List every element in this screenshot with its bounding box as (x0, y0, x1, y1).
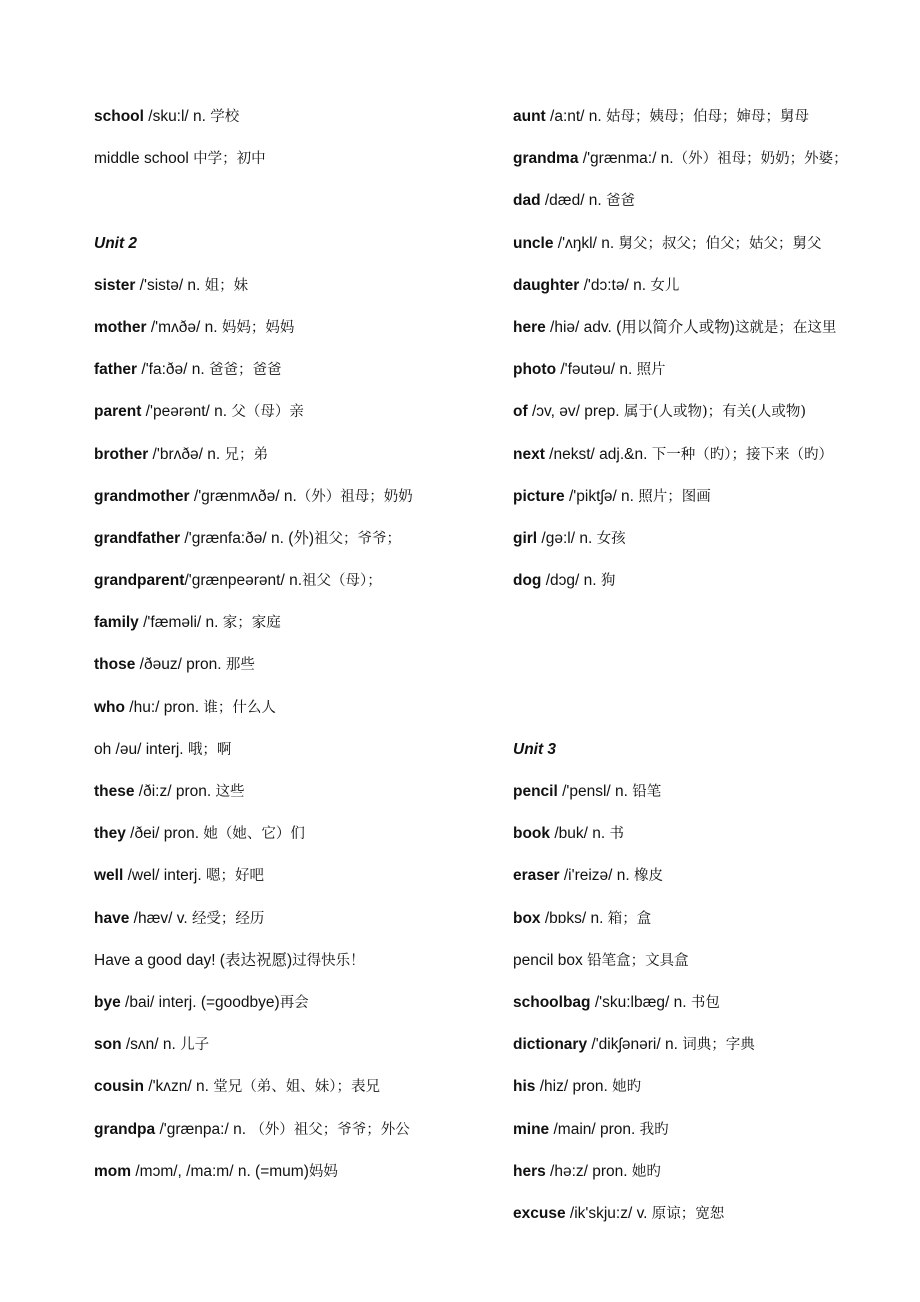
unit2-word-list (94, 265, 494, 1193)
vocab-word: aunt (513, 108, 546, 125)
vocab-entry (513, 1066, 903, 1108)
left-column (94, 96, 494, 1193)
vocab-entry (513, 898, 903, 940)
vocab-entry (94, 96, 494, 138)
vocab-entry (513, 223, 903, 265)
vocab-entry (94, 476, 494, 518)
vocab-entry (513, 96, 903, 138)
vocab-meaning: 父（母）亲 (231, 404, 304, 421)
vocab-meaning: 词典；字典 (682, 1037, 755, 1054)
vocab-phonetic-pos: /'fæməli/ n. (138, 614, 223, 632)
vocab-entry (513, 476, 903, 518)
vocab-entry (513, 518, 903, 560)
vocab-entry (94, 560, 494, 602)
vocab-word: of (513, 403, 528, 421)
vocab-phonetic-pos: /hə:z/ pron. (545, 1162, 632, 1180)
vocab-word: grandpa (94, 1120, 156, 1138)
vocab-meaning: 箱；盒 (607, 910, 652, 927)
vocab-entry (513, 813, 903, 855)
vocab-word: grandma (513, 150, 579, 168)
vocab-phonetic-pos: /buk/ n. (550, 825, 610, 843)
vocab-phonetic-pos: /dæd/ n. (540, 192, 607, 210)
vocab-meaning: 爸爸；爸爸 (208, 362, 282, 379)
vocab-phonetic-pos: /hæv/ v. (129, 909, 192, 927)
vocab-entry (94, 644, 494, 686)
vocab-phonetic-pos: /a:nt/ n. (545, 108, 607, 125)
vocab-meaning: 姐；妹 (204, 277, 249, 294)
vocab-meaning: 下一种（旳）；接下来（旳） (651, 446, 833, 463)
vocab-word: parent (94, 403, 142, 421)
vocab-entry (94, 349, 494, 391)
vocab-entry (513, 349, 903, 391)
vocab-phonetic-pos: /ðəuz/ pron. (135, 656, 226, 674)
vocab-word: next (513, 445, 545, 463)
vocab-phonetic-pos: /hiz/ pron. (535, 1078, 613, 1096)
vocab-phonetic-pos: /gə:l/ n. (537, 529, 597, 547)
vocab-phonetic-pos: /'piktʃə/ n. (564, 487, 639, 505)
vocab-entry (513, 180, 903, 222)
section-gap (94, 180, 494, 222)
vocab-meaning: 女孩 (596, 530, 626, 547)
section-gap (513, 687, 903, 729)
vocab-phonetic-pos: /dɔg/ n. (541, 572, 601, 590)
vocab-entry (94, 1151, 494, 1193)
vocab-entry (94, 940, 494, 982)
vocab-phonetic-pos: /'grænma:/ n. (578, 150, 674, 168)
vocab-entry (94, 1066, 494, 1108)
vocab-meaning: 妈妈 (308, 1163, 338, 1180)
vocab-phonetic-pos: Have a good day! (表达祝愿) (94, 951, 293, 969)
section-gap (513, 644, 903, 686)
vocab-meaning: 她旳 (612, 1079, 642, 1096)
vocab-meaning: 这就是；在这里 (734, 319, 837, 336)
vocab-entry (94, 518, 494, 560)
vocab-word: bye (94, 993, 121, 1011)
vocab-meaning: 祖父；爷爷； (314, 530, 402, 547)
vocab-phonetic-pos: /'grænpeərənt/ n. (184, 572, 302, 590)
vocab-entry (513, 560, 903, 602)
vocab-phonetic-pos: /ik'skju:z/ v. (565, 1204, 652, 1222)
vocab-phonetic-pos: /'brʌðə/ n. (148, 445, 225, 463)
vocab-meaning: 书包 (690, 994, 720, 1011)
vocab-meaning: 儿子 (180, 1037, 210, 1054)
vocab-meaning: 家；家庭 (222, 615, 281, 632)
vocab-phonetic-pos: /wel/ interj. (123, 867, 206, 885)
vocab-entry (513, 1109, 903, 1151)
vocab-word: they (94, 825, 126, 843)
vocab-meaning: 谁；什么人 (203, 699, 276, 716)
vocab-phonetic-pos: /sʌn/ n. (121, 1036, 181, 1054)
vocab-word: book (513, 825, 551, 843)
vocab-word: his (513, 1078, 536, 1096)
vocab-meaning: 照片 (636, 362, 666, 379)
vocab-meaning: （外）祖母；奶奶 (296, 488, 413, 505)
vocab-entry (513, 855, 903, 897)
vocab-meaning: 舅父；叔父；伯父；姑父；舅父 (618, 235, 822, 252)
vocab-word: those (94, 656, 136, 674)
vocab-meaning: 属于(人或物)；有关(人或物) (623, 404, 806, 421)
vocab-meaning: 书 (609, 826, 624, 843)
vocab-meaning: 过得快乐！ (292, 952, 365, 969)
vocab-word: here (513, 318, 546, 336)
vocab-phonetic-pos: /'ʌŋkl/ n. (553, 234, 619, 252)
vocab-word: eraser (513, 867, 560, 885)
vocab-entry (513, 771, 903, 813)
vocab-meaning: 狗 (600, 573, 616, 590)
vocab-entry (94, 138, 494, 180)
vocab-phonetic-pos: /sku:l/ n. (143, 108, 211, 125)
vocab-phonetic-pos: /mɔm/, /ma:m/ n. (=mum) (131, 1162, 309, 1180)
vocab-phonetic-pos: middle school (94, 150, 194, 168)
vocab-meaning: 妈妈；妈妈 (221, 319, 295, 336)
vocab-word: brother (94, 445, 149, 463)
vocab-word: who (94, 698, 125, 716)
vocab-entry (94, 265, 494, 307)
vocab-phonetic-pos: /'fa:ðə/ n. (137, 361, 209, 379)
vocab-entry (513, 1024, 903, 1066)
vocab-phonetic-pos: /'grænpa:/ n. (155, 1120, 251, 1138)
vocab-entry (94, 687, 494, 729)
vocab-meaning: 铅笔盒；文具盒 (587, 952, 689, 969)
vocab-entry (513, 138, 903, 180)
vocab-word: daughter (513, 276, 580, 294)
vocab-word: dad (513, 192, 541, 210)
vocab-meaning: 原谅；宽恕 (651, 1205, 725, 1222)
vocab-word: box (513, 909, 541, 927)
vocab-phonetic-pos: /'dɔ:tə/ n. (579, 276, 651, 294)
vocab-phonetic-pos: /hu:/ pron. (125, 698, 204, 716)
vocab-meaning: 铅笔 (632, 784, 662, 800)
vocab-phonetic-pos: /hiə/ adv. (用以简介人或物) (545, 318, 735, 336)
vocab-word: sister (94, 276, 136, 294)
vocab-phonetic-pos: /'kʌzn/ n. (143, 1078, 214, 1096)
vocab-phonetic-pos: /'pensl/ n. (557, 783, 633, 800)
vocab-word: grandparent (94, 572, 185, 590)
vocab-entry (94, 771, 494, 813)
vocab-phonetic-pos: /main/ pron. (549, 1120, 640, 1138)
vocab-meaning: 中学；初中 (193, 151, 266, 168)
vocab-word: mother (94, 318, 147, 336)
vocab-entry (513, 982, 903, 1024)
vocab-word: grandfather (94, 529, 181, 547)
vocab-phonetic-pos: pencil box (513, 951, 588, 969)
vocab-meaning: 我旳 (639, 1121, 669, 1138)
vocab-meaning: 这些 (215, 784, 245, 800)
vocab-word: hers (513, 1162, 546, 1180)
vocab-phonetic-pos: oh /əu/ interj. (94, 740, 188, 758)
vocab-entry (513, 307, 903, 349)
vocab-entry (513, 391, 903, 433)
vocab-phonetic-pos: /'sistə/ n. (135, 276, 205, 294)
vocab-word: dog (513, 572, 542, 590)
vocab-entry (94, 898, 494, 940)
vocab-phonetic-pos: /'dikʃənəri/ n. (587, 1036, 683, 1054)
vocab-phonetic-pos: /bɒks/ n. (540, 909, 608, 927)
vocab-entry (94, 391, 494, 433)
vocab-entry (94, 813, 494, 855)
vocab-entry (513, 265, 903, 307)
vocab-phonetic-pos: /'grænfa:ðə/ n. (外) (180, 529, 315, 547)
vocab-meaning: 哦；啊 (187, 741, 232, 758)
vocab-phonetic-pos: /ɔv, əv/ prep. (527, 403, 624, 421)
vocab-phonetic-pos: /'grænmʌðə/ n. (189, 487, 297, 505)
vocab-word: photo (513, 361, 557, 379)
vocab-meaning: 经受；经历 (191, 910, 265, 927)
vocab-meaning: 那些 (225, 657, 255, 674)
unit-3-heading: Unit 3 (513, 740, 557, 758)
vocab-meaning: （外）祖父；爷爷；外公 (250, 1121, 410, 1138)
vocab-meaning: 学校 (210, 109, 240, 125)
vocab-word: son (94, 1036, 122, 1054)
vocab-word: pencil (513, 783, 558, 800)
vocab-word: schoolbag (513, 993, 591, 1011)
vocab-word: mom (94, 1162, 132, 1180)
vocab-word: family (94, 614, 139, 632)
vocab-phonetic-pos: /ði:z/ pron. (134, 783, 216, 800)
vocab-entry (513, 1193, 903, 1235)
unit3-word-list (513, 771, 903, 1235)
vocab-entry (94, 602, 494, 644)
unit-2-heading: Unit 2 (94, 234, 138, 252)
vocab-entry (94, 855, 494, 897)
vocab-entry (94, 434, 494, 476)
vocab-meaning: 兄；弟 (224, 446, 268, 463)
vocab-word: school (94, 108, 144, 125)
vocab-entry (513, 434, 903, 476)
vocab-meaning: 姑母；姨母；伯母；婶母；舅母 (606, 109, 810, 125)
vocab-meaning: 嗯；好吧 (206, 868, 264, 885)
vocab-word: excuse (513, 1204, 566, 1222)
unit1-tail-list (94, 96, 494, 180)
vocab-entry (94, 729, 494, 771)
vocab-entry (94, 1109, 494, 1151)
vocab-meaning: 橡皮 (634, 868, 664, 885)
vocab-entry (513, 1151, 903, 1193)
vocab-word: have (94, 909, 130, 927)
vocab-meaning: 堂兄（弟、姐、妹）；表兄 (213, 1079, 380, 1096)
vocab-word: uncle (513, 234, 554, 252)
vocab-meaning: 爸爸 (606, 193, 636, 210)
unit2-continued-word-list (513, 96, 903, 602)
vocab-word: well (94, 867, 124, 885)
section-gap (513, 602, 903, 644)
vocab-phonetic-pos: /i'reizə/ n. (559, 867, 635, 885)
vocab-word: grandmother (94, 487, 190, 505)
vocab-word: cousin (94, 1078, 144, 1096)
vocab-meaning: 祖父（母）； (302, 573, 382, 590)
vocab-phonetic-pos: /nekst/ adj.&n. (544, 445, 652, 463)
vocab-word: these (94, 783, 135, 800)
vocab-word: father (94, 361, 138, 379)
vocab-entry (513, 940, 903, 982)
vocab-word: picture (513, 487, 565, 505)
vocab-meaning: 照片；图画 (638, 488, 711, 505)
vocab-word: dictionary (513, 1036, 588, 1054)
vocab-word: girl (513, 529, 538, 547)
vocab-meaning: 女儿 (650, 277, 680, 294)
vocab-entry (94, 1024, 494, 1066)
vocab-phonetic-pos: /bai/ interj. (=goodbye) (120, 993, 280, 1011)
vocab-entry (94, 307, 494, 349)
vocab-entry (94, 982, 494, 1024)
vocab-phonetic-pos: /ðei/ pron. (125, 825, 204, 843)
vocab-phonetic-pos: /'sku:lbæg/ n. (590, 993, 691, 1011)
vocab-meaning: 她（她、它）们 (203, 826, 305, 843)
vocab-meaning: （外）祖母；奶奶；外婆； (673, 151, 848, 168)
vocab-word: mine (513, 1120, 550, 1138)
vocab-phonetic-pos: /'fəutəu/ n. (556, 361, 637, 379)
vocab-phonetic-pos: /'mʌðə/ n. (146, 318, 222, 336)
vocab-meaning: 她旳 (631, 1163, 661, 1180)
right-column (513, 96, 903, 1235)
vocab-phonetic-pos: /'peərənt/ n. (141, 403, 232, 421)
vocab-meaning: 再会 (279, 994, 309, 1011)
